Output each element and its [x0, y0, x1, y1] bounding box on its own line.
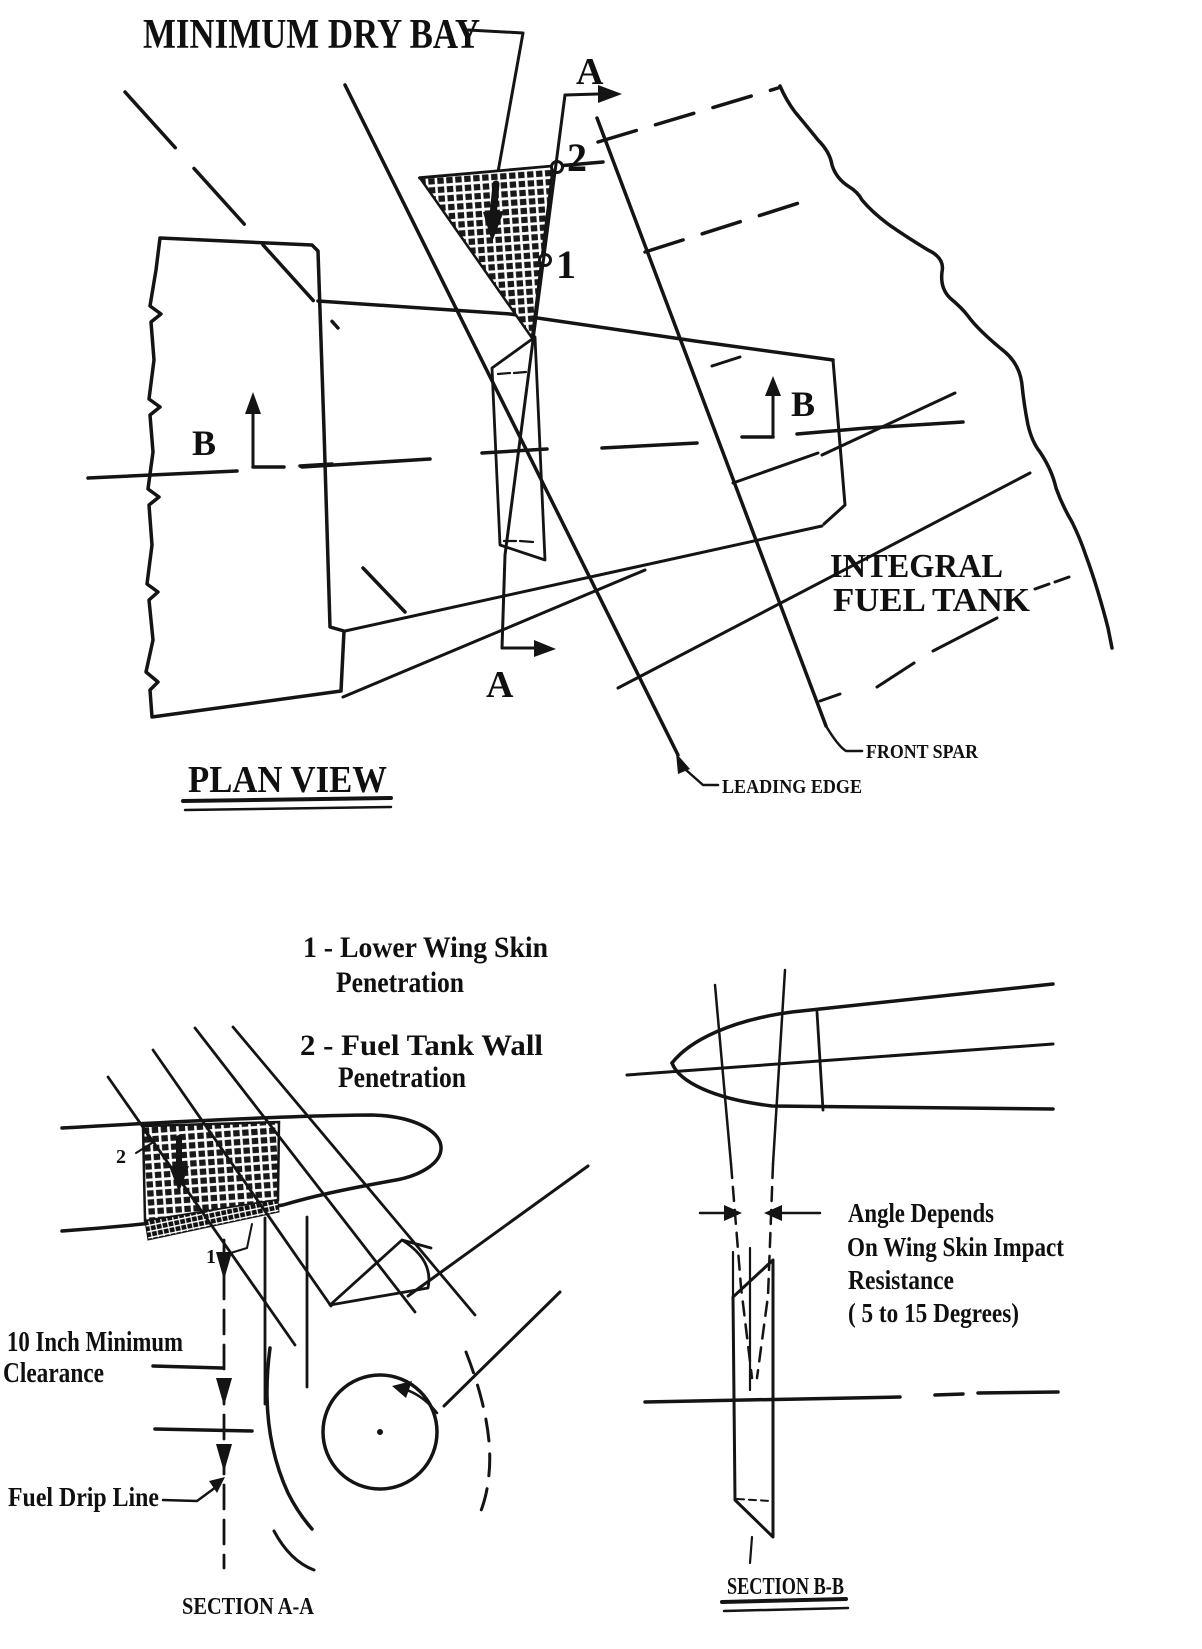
bb-centerline: [645, 1392, 1058, 1402]
section-bb: [627, 970, 1064, 1611]
bb-dim-arrow-right-head: [764, 1205, 782, 1221]
wing-dashed-line-b: [645, 202, 802, 252]
clearance-dim-arrow-3: [216, 1444, 232, 1472]
section-aa-caption: SECTION A-A: [182, 1594, 315, 1620]
legend-item-1-cont: Penetration: [336, 966, 465, 999]
nacelle-plan-dashes: [498, 372, 533, 542]
section-b-right-arrow-icon: [765, 376, 781, 396]
inboard-dashed-diagonal: [125, 92, 338, 328]
integral-fuel-tank-label-line2: FUEL TANK: [833, 582, 1031, 619]
section-b-left-label: B: [192, 423, 217, 463]
clearance-tick-lower: [155, 1429, 252, 1431]
section-a-top-marker: [565, 94, 598, 95]
legend: [300, 931, 548, 1094]
plan-view-caption: PLAN VIEW: [188, 759, 387, 801]
clearance-note-line1: 10 Inch Minimum: [7, 1327, 183, 1358]
aa-marker-1-label: 1: [206, 1246, 216, 1268]
plan-title: MINIMUM DRY BAY: [143, 12, 480, 58]
bb-wing-chord-line: [627, 1044, 1053, 1075]
penetration-label-1: 1: [556, 242, 576, 287]
section-aa: [3, 1027, 588, 1620]
bb-wing-upper-surface: [672, 984, 1053, 1063]
fuel-drip-label: Fuel Drip Line: [8, 1482, 160, 1512]
front-spar-label: FRONT SPAR: [866, 741, 979, 763]
clearance-note-line2: Clearance: [3, 1358, 104, 1389]
angle-note-line4: ( 5 to 15 Degrees): [848, 1298, 1019, 1328]
clearance-tick-upper: [153, 1366, 222, 1368]
clearance-dim-arrow-1: [216, 1252, 232, 1280]
inlet-duct-lines: [408, 1166, 588, 1406]
wing-dashed-line-c: [820, 618, 997, 701]
bb-pylon-bottom-stub: [750, 1537, 752, 1563]
section-a-bottom-label: A: [486, 664, 514, 706]
section-bb-underline-2: [724, 1608, 848, 1611]
aa-marker-2-label: 2: [116, 1146, 126, 1168]
integral-fuel-tank-label-line1: INTEGRAL: [830, 548, 1003, 585]
section-b-left-arrow-icon: [245, 392, 261, 414]
spinner-cone: [330, 1240, 431, 1305]
wing-stringer-c: [712, 357, 740, 366]
leading-edge-label: LEADING EDGE: [722, 776, 862, 798]
plan-view: [88, 12, 1112, 810]
cowl-bottom-arc: [274, 1531, 314, 1570]
wing-root-line: [318, 301, 833, 360]
wing-dashed-line-a: [598, 88, 778, 142]
leading-edge-leader: [686, 770, 718, 785]
fuel-drip-leader: [163, 1487, 216, 1501]
inboard-diagonal-segment: [363, 568, 405, 612]
engine-center-dot: [377, 1429, 383, 1435]
plan-view-underline-2: [185, 807, 391, 810]
wing-internal-line-a: [345, 526, 822, 631]
section-a-top-label: A: [576, 51, 604, 93]
legend-item-1: 1 - Lower Wing Skin: [303, 931, 549, 964]
fuselage-panel: [146, 238, 344, 717]
angle-note-line2: On Wing Skin Impact: [847, 1232, 1064, 1262]
legend-item-2: 2 - Fuel Tank Wall: [300, 1029, 543, 1062]
angle-note-line3: Resistance: [848, 1265, 955, 1295]
section-b-right-label: B: [791, 384, 816, 424]
section-bb-caption: SECTION B-B: [727, 1574, 844, 1600]
clearance-dim-arrow-2: [216, 1378, 232, 1406]
bb-wing-lower-surface: [672, 1063, 1053, 1109]
tank-label-dashes: [1035, 577, 1069, 589]
section-a-bottom-arrow-icon: [534, 640, 556, 657]
dry-bay-arrow-shaft: [493, 184, 496, 216]
legend-item-2-cont: Penetration: [338, 1061, 467, 1094]
wing-stringer-a: [733, 453, 818, 483]
angle-note-line1: Angle Depends: [848, 1198, 994, 1228]
aft-cowl-dashed-arc: [466, 1352, 490, 1518]
front-spar-leader: [826, 726, 862, 751]
bb-angle-line-left: [715, 985, 731, 1164]
bb-pylon-bottom-dashes: [737, 1499, 771, 1501]
penetration-label-2: 2: [567, 135, 587, 180]
bb-dim-arrow-left-head: [724, 1205, 742, 1221]
tank-aft-wall-line: [824, 360, 845, 524]
bb-angle-line-right: [773, 970, 785, 1164]
fan-rotation-arrow-head: [392, 1381, 412, 1398]
inlet-lip-arc: [267, 1348, 312, 1529]
